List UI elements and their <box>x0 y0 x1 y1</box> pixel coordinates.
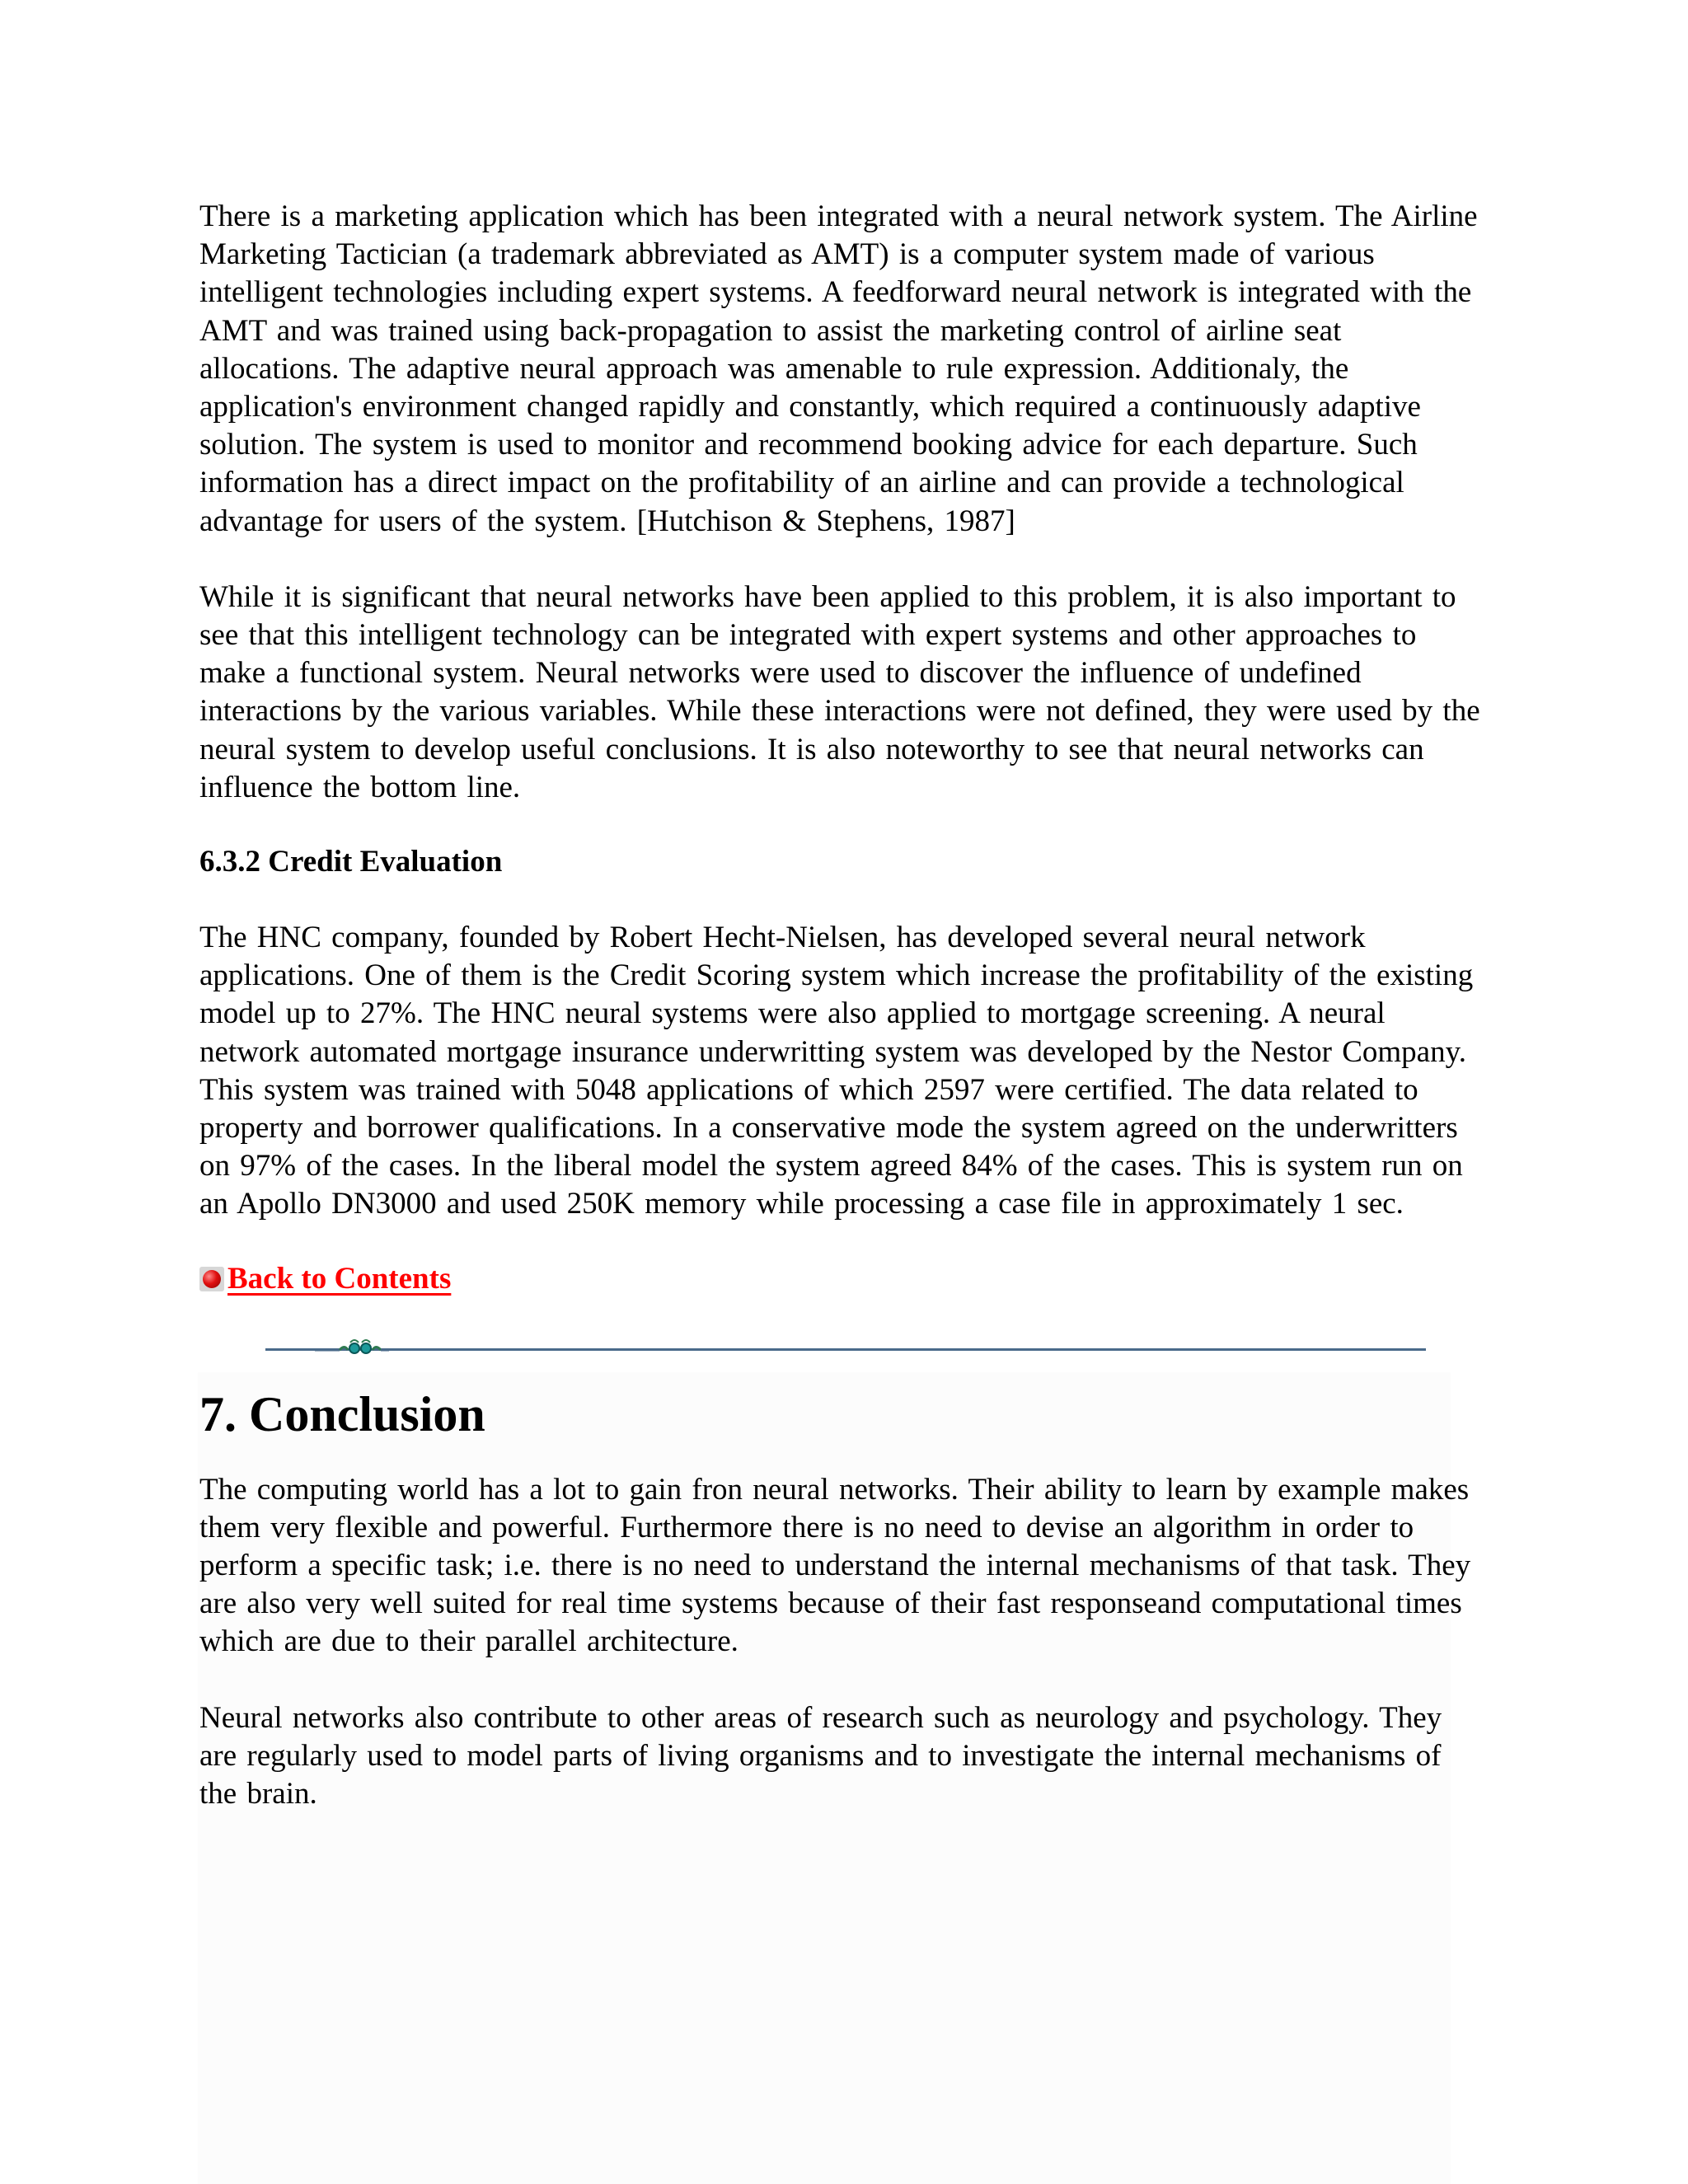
section-heading-credit-evaluation: 6.3.2 Credit Evaluation <box>199 845 503 879</box>
ornamental-divider <box>265 1336 1426 1359</box>
paragraph-hnc: The HNC company, founded by Robert Hecht-Nielsen, has developed several neural network applications. One of them is the Credit Scoring system which increase the profitability of the existing model up to 27%. The HNC neural systems were also applied to mortgage screening. A neural network automated mortgage insurance underwritting system was developed by the Nestor Company. This system was trained with 5048 applications of which 2597 were certified. The data related to property and borrower qualifications. In a conservative mode the system agreed on the underwritters on 97% of the cases. In the liberal model the system agreed 84% of the cases. This is system run on an Apollo DN3000 and used 250K memory while processing a case file in approximately 1 sec. <box>199 921 1474 1221</box>
document-body <box>199 198 1485 1813</box>
back-to-contents <box>199 1260 1485 1298</box>
divider-line <box>265 1348 1426 1351</box>
paragraph-conclusion-research: Neural networks also contribute to other areas of research such as neurology and psychology. They are regularly used to model parts of living organisms and to investigate the internal mechanisms of the brain. <box>199 1700 1442 1811</box>
back-to-contents-link[interactable]: Back to Contents <box>227 1261 452 1296</box>
paragraph-significance: While it is significant that neural networks have been applied to this problem, it is also important to see that this intelligent technology can be integrated with expert systems and other approaches to make a functional system. Neural networks were used to discover the influence of undefined interactions by the various variables. While these interactions were not defined, they were used by the neural system to develop useful conclusions. It is also noteworthy to see that neural networks can influence the bottom line. <box>199 579 1480 804</box>
paragraph-conclusion-gain: The computing world has a lot to gain fron neural networks. Their ability to learn by example makes them very flexible and powerful. Furthermore there is no need to devise an algorithm in order to perform a specific task; i.e. there is no need to understand the internal mechanisms of that task. They are also very well suited for real time systems because of their fast responseand computational times which are due to their parallel architecture. <box>199 1472 1471 1659</box>
red-ball-bullet-icon <box>199 1267 224 1291</box>
paragraph-amt: There is a marketing application which has been integrated with a neural network system. The Airline Marketing Tactician (a trademark abbreviated as AMT) is a computer system made of various intelligent technologies including expert systems. A feedforward neural network is integrated with the AMT and was trained using back-propagation to assist the marketing control of airline seat allocations. The adaptive neural approach was amenable to rule expression. Additionaly, the application's environment changed rapidly and constantly, which required a continuously adaptive solution. The system is used to monitor and recommend booking advice for each departure. Such information has a direct impact on the profitability of an airline and can provide a technological advantage for users of the system. [Hutchison & Stephens, 1987] <box>199 199 1478 538</box>
conclusion-heading: 7. Conclusion <box>199 1386 485 1441</box>
divider-ornament-icon <box>315 1336 389 1359</box>
